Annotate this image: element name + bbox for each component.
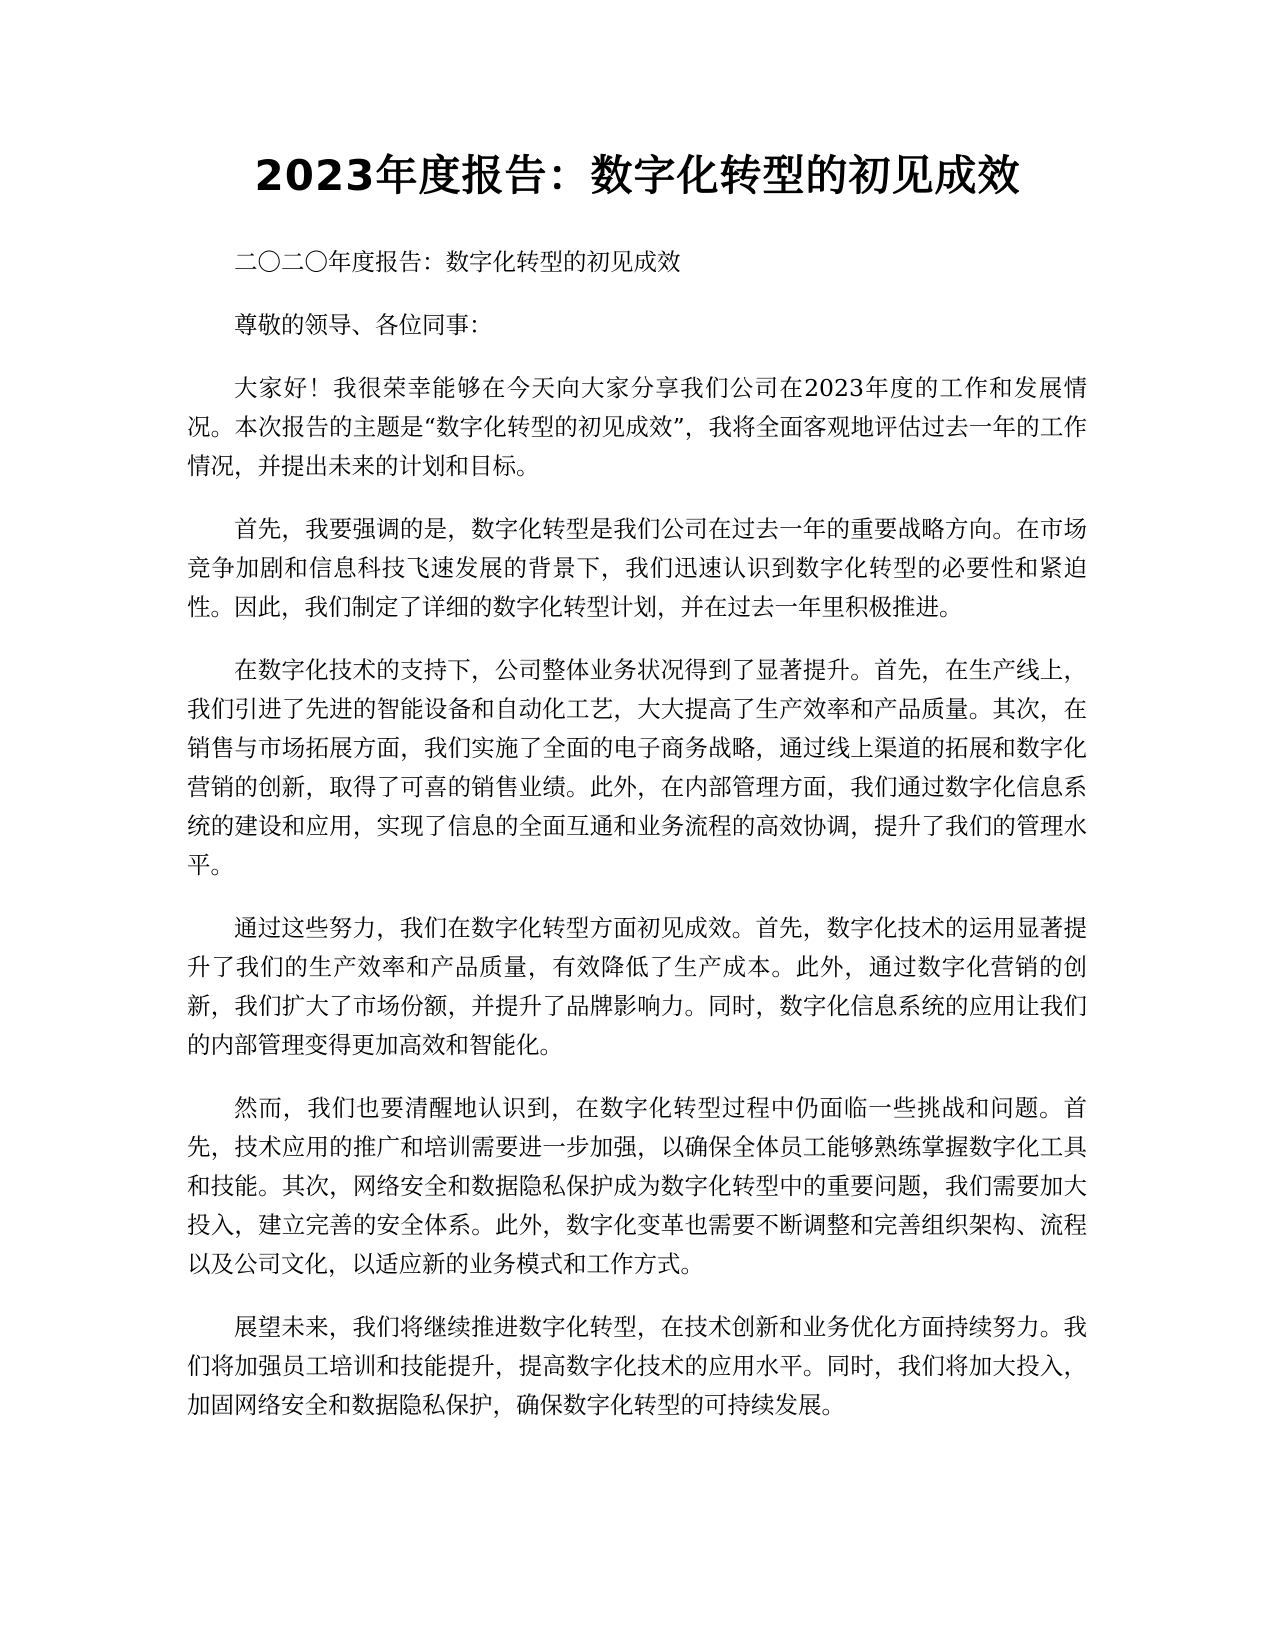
challenges-paragraph: 然而，我们也要清醒地认识到，在数字化转型过程中仍面临一些挑战和问题。首先，技术应用的推广和培训需要进一步加强，以确保全体员工能够熟练掌握数字化工具和技能。其次，网络安全和数据隐私保护成为数字化转型中的重要问题，我们需要加大投入，建立完善的安全体系。此外，数字化变革也需要不断调整和完善组织架构、流程以及公司文化，以适应新的业务模式和工作方式。 (187, 1094, 1087, 1278)
business-improvement-paragraph: 在数字化技术的支持下，公司整体业务状况得到了显著提升。首先，在生产线上，我们引进了先进的智能设备和自动化工艺，大大提高了生产效率和产品质量。其次，在销售与市场拓展方面，我们实施了全面的电子商务战略，通过线上渠道的拓展和数字化营销的创新，取得了可喜的销售业绩。此外，在内部管理方面，我们通过数字化信息系统的建设和应用，实现了信息的全面互通和业务流程的高效协调，提升了我们的管理水平。 (187, 656, 1087, 879)
outlook-paragraph: 展望未来，我们将继续推进数字化转型，在技术创新和业务优化方面持续努力。我们将加强员工培训和技能提升，提高数字化技术的应用水平。同时，我们将加大投入，加固网络安全和数据隐私保护，确保数字化转型的可持续发展。 (187, 1313, 1087, 1419)
intro-paragraph: 大家好！我很荣幸能够在今天向大家分享我们公司在2023年度的工作和发展情况。本次报告的主题是“数字化转型的初见成效”，我将全面客观地评估过去一年的工作情况，并提出未来的计划和目标。 (187, 374, 1087, 480)
salutation-paragraph: 尊敬的领导、各位同事： (234, 311, 493, 339)
document-body (187, 243, 1087, 1449)
subtitle-paragraph: 二〇二〇年度报告：数字化转型的初见成效 (234, 248, 681, 276)
results-paragraph: 通过这些努力，我们在数字化转型方面初见成效。首先，数字化技术的运用显著提升了我们的生产效率和产品质量，有效降低了生产成本。此外，通过数字化营销的创新，我们扩大了市场份额，并提升了品牌影响力。同时，数字化信息系统的应用让我们的内部管理变得更加高效和智能化。 (187, 914, 1087, 1059)
strategy-paragraph: 首先，我要强调的是，数字化转型是我们公司在过去一年的重要战略方向。在市场竞争加剧和信息科技飞速发展的背景下，我们迅速认识到数字化转型的必要性和紧迫性。因此，我们制定了详细的数字化转型计划，并在过去一年里积极推进。 (187, 515, 1087, 621)
document-title: 2023年度报告：数字化转型的初见成效 (254, 151, 1021, 200)
